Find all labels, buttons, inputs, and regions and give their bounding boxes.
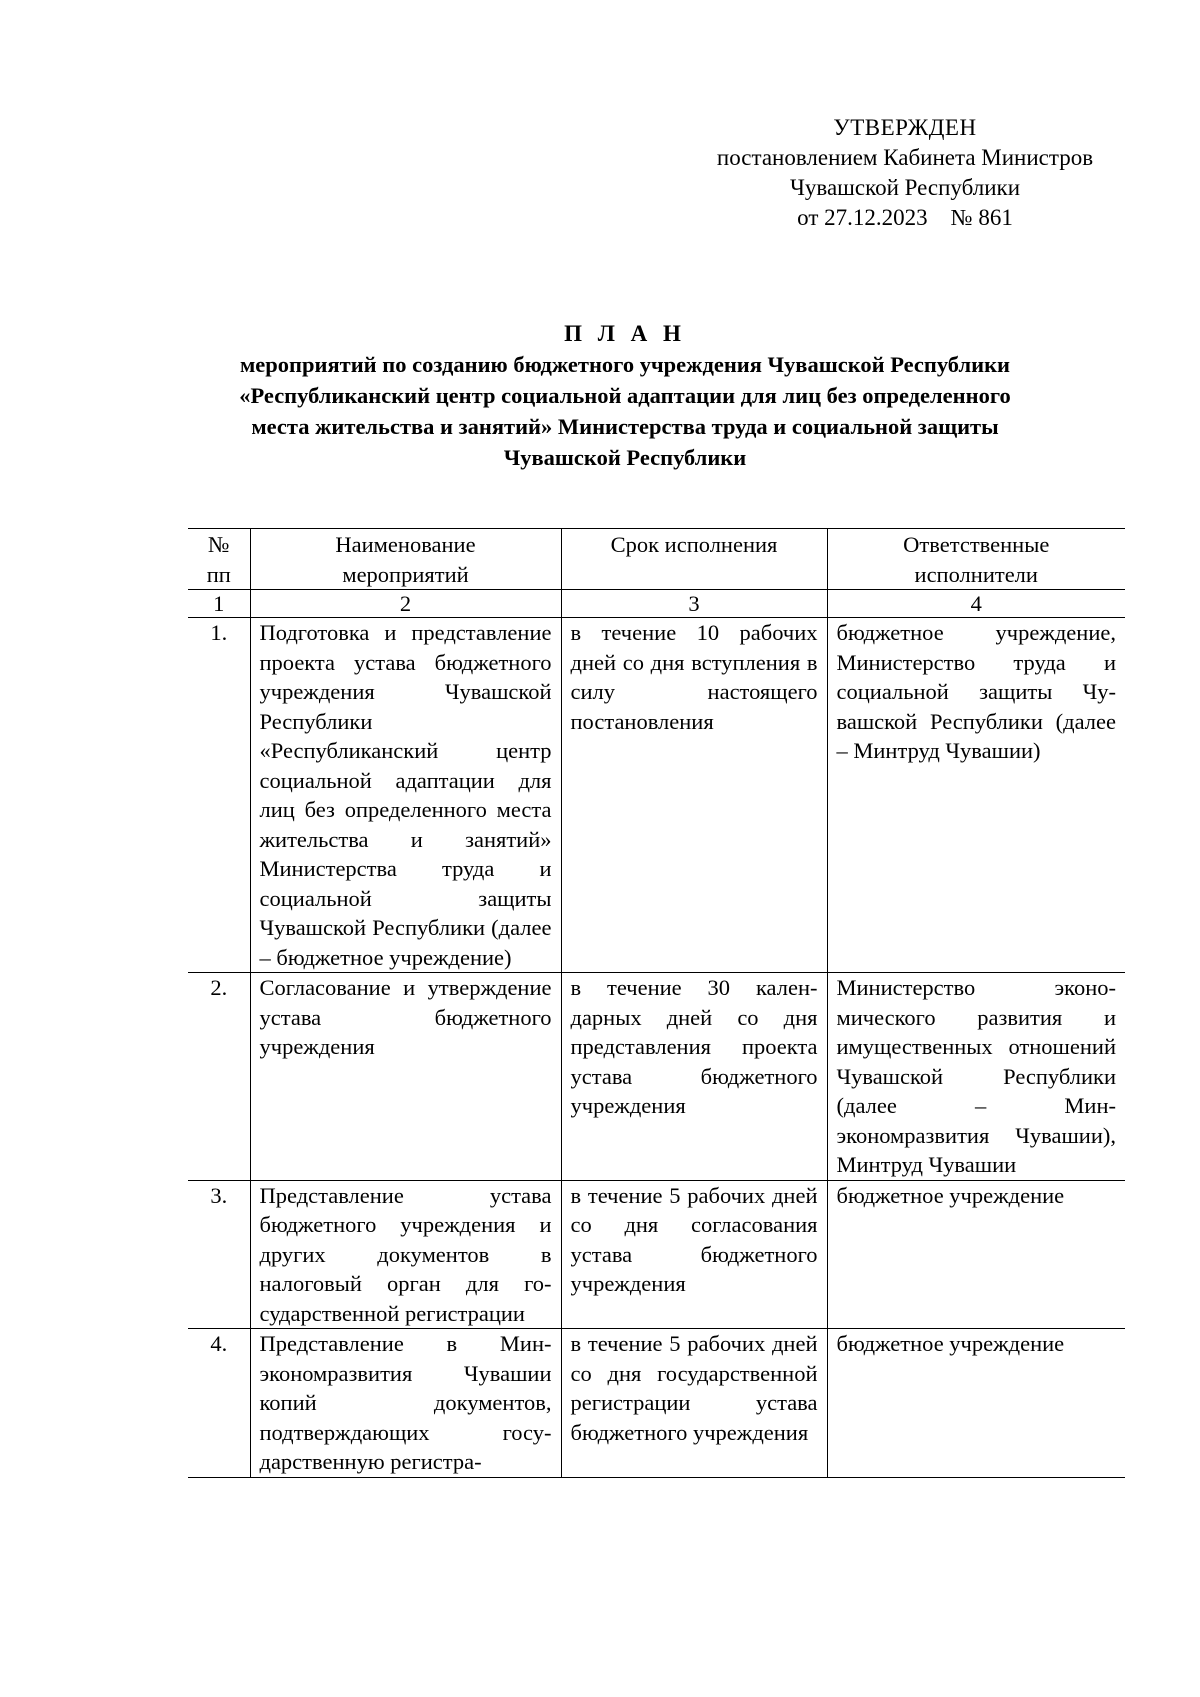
row-responsible: бюджетное учреждение	[827, 1180, 1125, 1329]
approval-line-1: постановлением Кабинета Министров	[716, 145, 1094, 170]
row-activity: Представление в Минэкономразвития Чувашии копий документов, подтверждающих государственную регистра-	[250, 1329, 561, 1478]
heading-line-1: мероприятий по созданию бюджетного учреждения Чувашской Республики	[239, 352, 1011, 377]
header-name-line-2: мероприятий	[342, 561, 469, 587]
row-responsible: бюджетное учреждение	[827, 1329, 1125, 1478]
header-name-line-1: Наименование	[335, 532, 476, 557]
row-term: в течение 5 рабочих дней со дня государственной регистрации устава бюджетного учреждения	[561, 1329, 827, 1478]
header-responsible-line-1: Ответственные	[903, 532, 1050, 557]
row-number: 3.	[188, 1180, 250, 1329]
column-number: 2	[250, 590, 561, 618]
approval-line-2: Чувашской Республики	[789, 175, 1021, 200]
header-name	[250, 529, 561, 590]
table-row	[188, 973, 1125, 1181]
column-number-row	[188, 590, 1125, 618]
column-number: 1	[188, 590, 250, 618]
table-row	[188, 1329, 1125, 1478]
row-number: 1.	[188, 618, 250, 973]
row-term: в течение 30 календарных дней со дня представления проекта устава бюджетного учреждения	[561, 973, 827, 1181]
header-responsible	[827, 529, 1125, 590]
row-activity: Согласование и утверждение устава бюджетного учреждения	[250, 973, 561, 1181]
row-activity: Подготовка и представление проекта устава бюджетного учреждения Чувашской Республики «Республиканский центр социальной адаптации для лиц без определенного места жительства и занятий» Министерства труда и социальной защиты Чувашской Республики (далее – бюджетное учреждение)	[250, 618, 561, 973]
approval-block	[690, 113, 1120, 233]
row-responsible: Министерство экономического развития и имущественных отношений Чувашской Республики (далее – Минэкономразвития Чувашии), Минтруд Чувашии	[827, 973, 1125, 1181]
table-row	[188, 1180, 1125, 1329]
header-term-line-1: Срок исполнения	[610, 532, 778, 557]
heading-line-3: места жительства и занятий» Министерства труда и социальной защиты	[251, 414, 999, 439]
row-number: 4.	[188, 1329, 250, 1478]
header-number-line-1: №	[208, 532, 230, 557]
document-heading	[160, 318, 1090, 473]
table-header-row	[188, 529, 1125, 590]
column-number: 3	[561, 590, 827, 618]
approval-date-number: от 27.12.2023 № 861	[797, 205, 1013, 230]
row-activity: Представление устава бюджетного учреждения и других документов в налоговый орган для государственной регистрации	[250, 1180, 561, 1329]
row-responsible: бюджетное учреждение, Министерство труда и социальной защиты Чувашской Республики (далее – Минтруд Чувашии)	[827, 618, 1125, 973]
column-number: 4	[827, 590, 1125, 618]
plan-table	[188, 528, 1125, 1478]
header-number	[188, 529, 250, 590]
row-term: в течение 5 рабочих дней со дня согласования устава бюджетного учреждения	[561, 1180, 827, 1329]
approval-title: УТВЕРЖДЕН	[833, 115, 977, 140]
header-number-line-2: пп	[206, 561, 231, 587]
header-responsible-line-2: исполнители	[914, 561, 1038, 587]
row-term: в течение 10 рабочих дней со дня вступления в силу настоящего постановления	[561, 618, 827, 973]
row-number: 2.	[188, 973, 250, 1181]
heading-line-2: «Республиканский центр социальной адаптации для лиц без определенного	[239, 383, 1011, 408]
heading-line-4: Чувашской Республики	[503, 445, 747, 470]
header-term	[561, 529, 827, 590]
plan-title: П Л А Н	[564, 321, 686, 346]
table-row	[188, 618, 1125, 973]
